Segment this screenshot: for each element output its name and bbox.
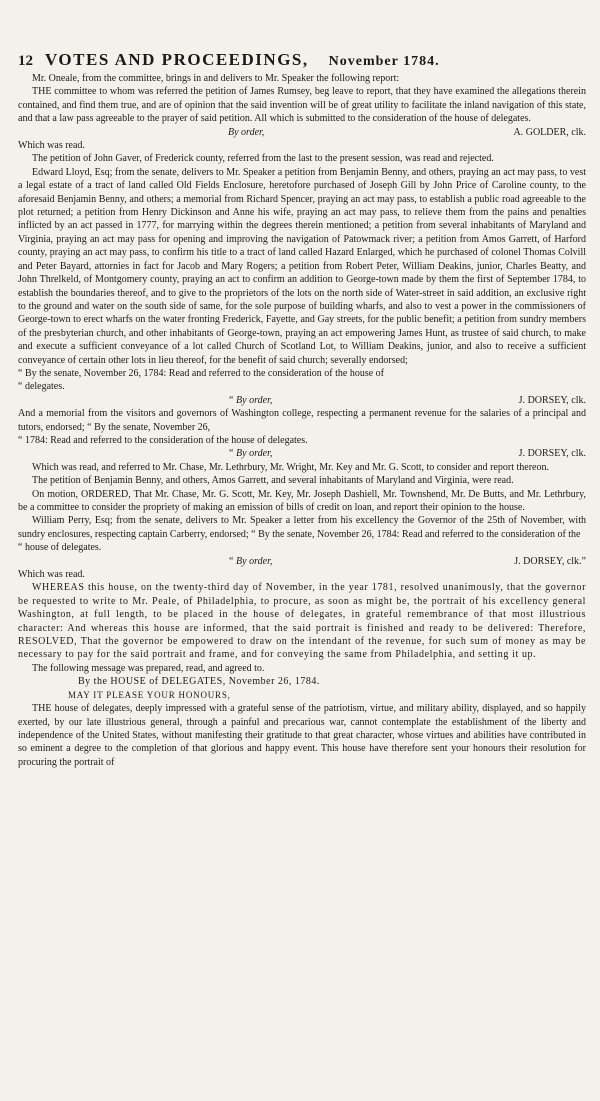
running-title: VOTES AND PROCEEDINGS, [45, 50, 309, 69]
by-order: By order, [228, 126, 265, 138]
paragraph-lloyd-petitions: Edward Lloyd, Esq; from the senate, delivers to Mr. Speaker a petition from Benjamin Benny, and others, praying an act may pass, to vest a legal estate of a tract of land called Old Fields Enclosure, heretofore purchased of Joseph Gill by John Price of Caroline county, to the aforesaid Benjamin Benny, and others; a memorial from Richard Spencer, praying an act may pass, to establish a public road agreeable to the plot returned; a petition from Henry Dickinson and Anne his wife, praying an act may pass, to relieve them from the pains and penalties inflicted by an act passed in 1777, for marrying within the degrees therein mentioned; a petition from several inhabitants of Maryland and Virginia, praying an act may pass for opening and improving the navigation of Patowmack river; a petition from Amos Garrett, of Harford county, praying an act may pass, to confirm his title to a tract of land called Hazard Enlarged, which he purchased of colonel Thomas Colvill and Peter Bayard, attornies in fact for Jacob and Mary Rogers; a petition from Robert Peter, William Deakins, junior, Charles Beatty, and John Threlkeld, of Montgomery county, praying an act to confirm an addition to George-town made by them the first of September 1784, to establish the boundaries thereof, and to give to the proprietors of the lots on the north side of Water-street in said addition, an exclusive right to the ground and water on the south side of same, for the sole purpose of building wharfs, and also to vest a power in the commissioners of George-town to erect wharfs on the water fronting Frederick, Fayette, and Gay streets, for the public benefit; a petition from sundry members of the presbyterian church, and other inhabitants of George-town, praying an act empowering James Hunt, as trustee of said church, to make and execute a sufficient conveyance of a lot called Church of Scotland Lot, to William Deakins, junior, and also to receive a sufficient conveyance of certain other lots in lieu thereof, for the benefit of said church; severally endorsed; [18, 166, 586, 366]
paragraph-committee-report: THE committee to whom was referred the petition of James Rumsey, beg leave to report, that they have examined the allegations therein contained, and find them true, and are of opinion that the said invention will be of great utility to facilitate the inland navigation of this state, and that a law pass agreeable to the prayer of said petition. All which is submitted to the consideration of the house of delegates. [18, 86, 586, 125]
running-date: November 1784. [328, 54, 440, 69]
clerk-signature: J. DORSEY, clk. [518, 394, 586, 406]
which-was-read: Which was read. [18, 569, 85, 581]
message-address: MAY IT PLEASE YOUR HONOURS, [68, 689, 231, 700]
message-byline: By the HOUSE of DELEGATES, November 26, 1784. [78, 676, 320, 688]
which-was-read: Which was read. [18, 140, 85, 152]
signature-dorsey [18, 447, 586, 460]
signature-golder [18, 126, 586, 139]
quote-line: “ 1784: Read and referred to the consideration of the house of delegates. [18, 434, 308, 446]
paragraph-message-body: THE house of delegates, deeply impressed with a grateful sense of the patriotism, virtue, and military ability, displayed, and so happily exerted, by our late illustrious general, through a painful and precarious war, cannot contemplate the establishment of the liberty and independence of the United States, without manifesting their gratitude to that great character, whose virtues and abilities have contributed in so eminent a degree to the completion of that glorious and happy event. This house have therefore sent your honours their resolution for procuring the portrait of [18, 703, 586, 768]
signature-dorsey [18, 555, 586, 568]
by-order: “ By order, [228, 555, 273, 567]
page-header [18, 50, 586, 70]
paragraph-referred: Which was read, and referred to Mr. Chase, Mr. Lethrbury, Mr. Wright, Mr. Key and Mr. G. Scott, to consider and report thereon. [32, 461, 549, 473]
paragraph-benny-petition: The petition of Benjamin Benny, and others, Amos Garrett, and several inhabitants of Maryland and Virginia, were read. [32, 475, 514, 487]
document-body [18, 72, 586, 769]
quote-line: “ By the senate, November 26, 1784: Read and referred to the consideration of the house of [18, 367, 384, 379]
clerk-signature: A. GOLDER, clk. [513, 126, 586, 138]
paragraph-motion: On motion, ORDERED, That Mr. Chase, Mr. G. Scott, Mr. Key, Mr. Joseph Dashiell, Mr. Townshend, Mr. De Butts, and Mr. Lethrbury, be a committee to consider the propriety of making an emission of bills of credit on loan, and report their opinion to the house. [18, 488, 586, 513]
paragraph-resolution-portrait: WHEREAS this house, on the twenty-third day of November, in the year 1781, resolved unanimously, that the governor be requested to write to Mr. Peale, of Philadelphia, to procure, as soon as might be, the portrait of his excellency general Washington, at full length, to be placed in the house of delegates, in grateful remembrance of that most illustrious character: And whereas this house are informed, that the said portrait is finished and ready to be delivered: Therefore, RESOLVED, That the governor be empowered to draw on the intendant of the revenue, for such sum of money as may be necessary to pay for the said portrait and frame, and for conveying the same from Philadelphia, and setting it up. [18, 582, 586, 661]
by-order: “ By order, [228, 394, 273, 406]
signature-dorsey [18, 394, 586, 407]
quote-line: “ house of delegates. [18, 542, 102, 554]
clerk-signature: J. DORSEY, clk. [518, 448, 586, 460]
paragraph-message-prepared: The following message was prepared, read, and agreed to. [32, 662, 265, 674]
paragraph-washington-college: And a memorial from the visitors and governors of Washington college, respecting a permanent revenue for the salaries of a principal and tutors, endorsed; “ By the senate, November 26, [18, 408, 586, 433]
paragraph-gaver-petition: The petition of John Gaver, of Frederick county, referred from the last to the present session, was read and rejected. [32, 153, 494, 165]
quote-line: “ delegates. [18, 381, 65, 393]
by-order: “ By order, [228, 448, 273, 460]
clerk-signature: J. DORSEY, clk.” [514, 555, 586, 567]
paragraph-perry-letter: William Perry, Esq; from the senate, delivers to Mr. Speaker a letter from his excellency the Governor of the 25th of November, with sundry enclosures, respecting captain Carberry, endorsed; “ By the senate, November 26, 1784: Read and referred to the consideration of the [18, 515, 586, 540]
paragraph-report-intro: Mr. Oneale, from the committee, brings in and delivers to Mr. Speaker the following report: [32, 73, 400, 84]
page-number: 12 [18, 53, 33, 69]
